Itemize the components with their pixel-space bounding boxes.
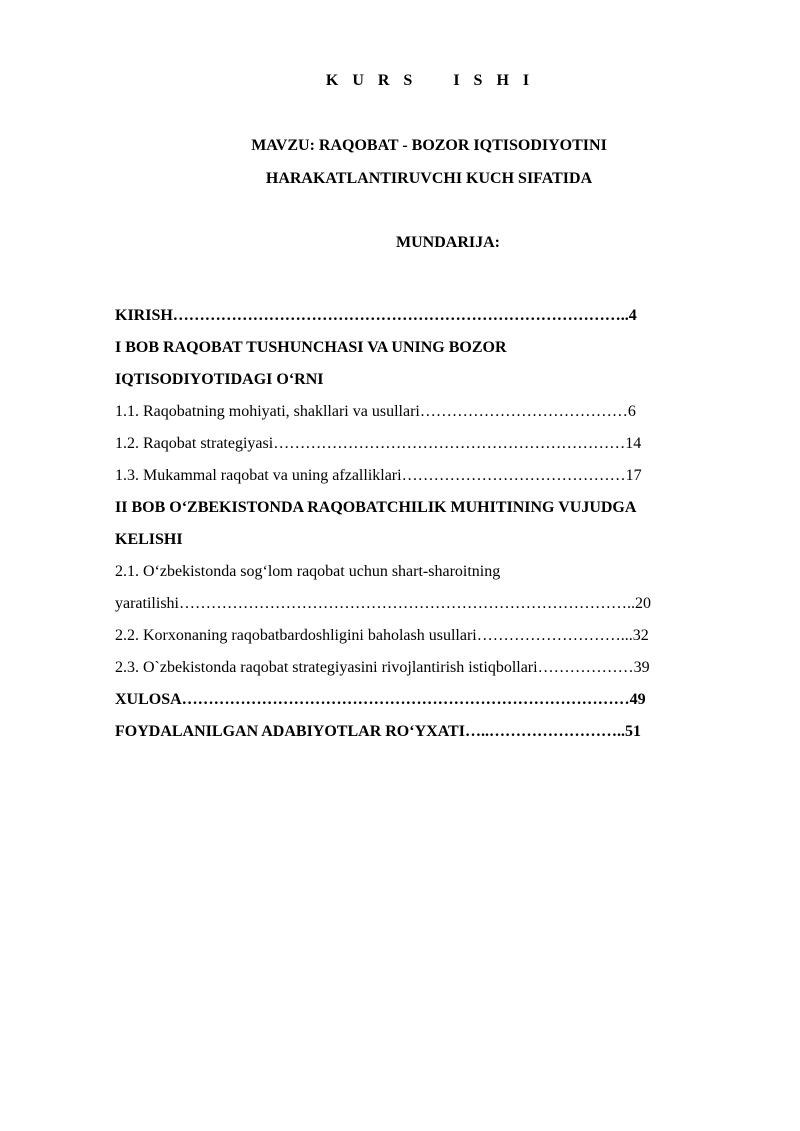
- toc-entry-2-2: [115, 620, 745, 652]
- toc-entry-text: 2.1. O‘zbekistonda sog‘lom raqobat uchun shart-sharoitning: [115, 563, 501, 580]
- toc-entry-2-1: [115, 556, 745, 588]
- toc-entry-text: FOYDALANILGAN ADABIYOTLAR RO‘YXATI…..……………………..51: [115, 723, 641, 740]
- toc-chapter-1-title: [115, 332, 745, 364]
- toc-entry-intro: [115, 300, 745, 332]
- topic-title-line-2: HARAKATLANTIRUVCHI KUCH SIFATIDA: [265, 170, 593, 187]
- table-of-contents: [115, 300, 745, 748]
- toc-heading: MUNDARIJA:: [396, 234, 500, 251]
- toc-entry-text: 1.1. Raqobatning mohiyati, shakllari va usullari…………………………………6: [115, 403, 636, 420]
- toc-entry-text: KELISHI: [115, 531, 183, 548]
- toc-entry-text: yaratilishi…………………………………………………………………………..20: [115, 595, 651, 612]
- toc-entry-text: 2.3. O`zbekistonda raqobat strategiyasini rivojlantirish istiqbollari………………39: [115, 659, 650, 676]
- toc-entry-conclusion: [115, 684, 745, 716]
- toc-entry-1-1: [115, 396, 745, 428]
- toc-entry-text: 2.2. Korxonaning raqobatbardoshligini baholash usullari………………………...32: [115, 627, 649, 644]
- toc-entry-2-1-cont: [115, 588, 745, 620]
- toc-entry-text: 1.2. Raqobat strategiyasi…………………………………………………………14: [115, 435, 642, 452]
- toc-entry-references: [115, 716, 745, 748]
- toc-entry-2-3: [115, 652, 745, 684]
- toc-chapter-2-title-cont: [115, 524, 745, 556]
- toc-entry-text: IQTISODIYOTIDAGI O‘RNI: [115, 371, 324, 388]
- toc-entry-text: 1.3. Mukammal raqobat va uning afzalliklari……………………………………17: [115, 467, 642, 484]
- toc-chapter-1-title-cont: [115, 364, 745, 396]
- toc-entry-text: II BOB O‘ZBEKISTONDA RAQOBATCHILIK MUHITINING VUJUDGA: [115, 499, 637, 516]
- toc-entry-text: XULOSA…………………………………………………………………………49: [115, 691, 646, 708]
- document-type-label: K U R S I S H I: [325, 72, 535, 89]
- toc-chapter-2-title: [115, 492, 745, 524]
- toc-entry-1-3: [115, 460, 745, 492]
- toc-entry-text: KIRISH…………………………………………………………………………..4: [115, 307, 637, 324]
- toc-entry-text: I BOB RAQOBAT TUSHUNCHASI VA UNING BOZOR: [115, 339, 507, 356]
- toc-entry-1-2: [115, 428, 745, 460]
- topic-title-line-1: MAVZU: RAQOBAT - BOZOR IQTISODIYOTINI: [251, 137, 607, 154]
